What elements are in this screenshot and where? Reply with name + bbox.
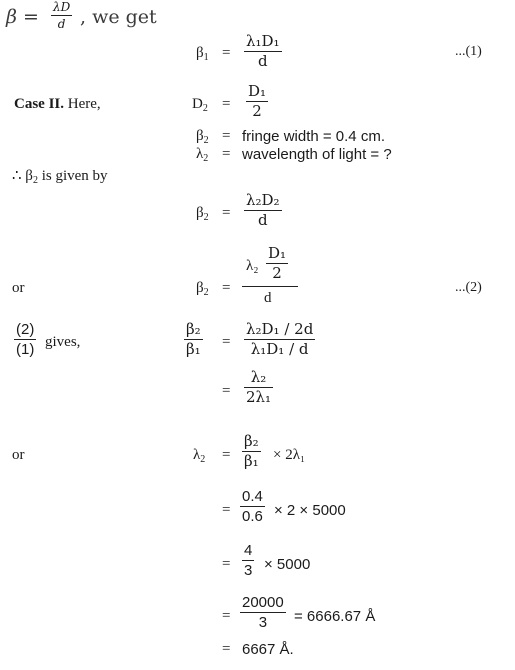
step4-num: 20000 [242,594,284,611]
intro-num: λD [53,0,71,14]
final-equals: = [222,641,231,657]
eq2-equals: = [222,280,231,296]
subscript: 2 [200,454,206,465]
beta2-given-line [12,166,108,186]
d2-den: 2 [252,102,262,120]
ratio-rhs-den: λ₁D₁ / d [250,340,309,358]
ratio-lhs-den: β₁ [186,340,201,358]
beta2-def-text: fringe width = 0.4 cm. [242,128,385,145]
case2-label [14,96,101,113]
lambda2-def-text: wavelength of light = ? [242,146,392,163]
eq2-den: d [264,290,272,306]
ratio-equals: = [222,334,231,350]
step2-den: 0.6 [242,508,263,525]
eq1-tag: ...(1) [455,44,482,59]
ratio-rhs2-num: λ₂ [250,368,267,386]
given-text: is given by [37,168,108,184]
lambda-step3-fraction [242,543,254,578]
beta2-def-equals: = [222,128,231,144]
eqb2-num: λ₂D₂ [246,191,280,209]
d2-equals: = [222,96,231,112]
subscript: 2 [32,175,38,186]
ratio-label-num: (2) [16,321,35,338]
eqb2-fraction [244,193,282,228]
case2-bold: Case II. [14,96,65,112]
eqb2-equals: = [222,205,231,221]
lambda-step1-fraction [242,434,261,469]
beta-symbol: β [196,205,204,221]
step3-tail: × 5000 [264,556,311,573]
d-symbol: D [192,96,203,112]
fraction-bar [242,286,298,287]
beta-symbol: β [25,168,33,184]
eqb2-den: d [257,211,268,229]
lambda-symbol: λ [193,447,201,463]
eq2-inner-den: 2 [272,264,282,282]
fraction-bar [242,560,254,561]
eq1-num: λ₁D₁ [246,32,280,50]
intro-den: d [57,17,66,31]
therefore-symbol: ∴ [12,168,22,184]
subscript: 2 [203,212,209,223]
ratio-rhs-fraction [244,322,315,357]
eq2-lambda: λ₂ [246,258,259,274]
lambda-symbol: λ [196,146,204,162]
lambda2-equals: = [222,447,231,463]
lambda-step4-fraction [240,595,286,630]
step4-tail: = 6666.67 Å [294,608,376,625]
lambda2-lhs [193,447,205,465]
ratio-equals-b: = [222,383,231,399]
fraction-bar [14,339,36,340]
step2-tail: × 2 × 5000 [274,502,346,519]
intro-fraction [51,1,72,30]
intro-line [6,6,39,28]
ratio-rhs2-den: 2λ₁ [246,388,272,406]
eq2-inner-fraction [266,246,288,281]
step2-num: 0.4 [242,488,263,505]
fraction-bar [240,612,286,613]
eq2-inner-num: D₁ [268,244,287,262]
fraction-bar [51,15,72,16]
ratio-lhs-num: β₂ [186,320,201,338]
d2-fraction [246,84,268,119]
step3-den: 3 [244,562,253,579]
beta2-def-lhs [196,128,209,146]
ratio-rhs-num: λ₂D₁ / 2d [246,320,314,338]
step3-num: 4 [244,542,253,559]
ratio-gives: gives, [45,334,81,350]
step3-equals: = [222,556,231,572]
subscript: 2 [203,135,209,146]
step2-equals: = [222,502,231,518]
beta-symbol: β [196,128,204,144]
or-label-2: or [12,447,25,463]
intro-tail: , we get [80,6,157,28]
case2-rest: Here, [64,96,101,112]
eq2-lhs [196,280,209,298]
ratio-label-den: (1) [16,341,35,358]
beta-symbol: β [196,280,204,296]
step1-tail: × 2λ₁ [273,447,306,463]
step1-num: β₂ [244,432,259,450]
lambda-step2-fraction [240,489,265,524]
subscript: 1 [203,52,209,63]
subscript: 2 [203,287,209,298]
ratio-lhs-fraction [184,322,203,357]
step1-den: β₁ [244,452,259,470]
ratio-rhs2-fraction [244,370,273,405]
eq1-den: d [257,52,268,70]
subscript: 2 [202,103,208,114]
eq2-tag: ...(2) [455,280,482,295]
eq1-lhs [196,45,209,63]
beta-equals: β = [6,6,39,28]
fraction-bar [240,506,265,507]
step4-den: 3 [258,614,268,631]
lambda2-def-lhs [196,146,208,164]
beta-symbol: β [196,45,204,61]
subscript: 2 [203,153,209,164]
eq1-equals: = [222,45,231,61]
eq1-fraction [244,34,282,69]
ratio-label-fraction [14,322,36,357]
lambda2-def-equals: = [222,146,231,162]
d2-lhs [192,96,208,114]
eqb2-lhs [196,205,209,223]
step4-equals: = [222,608,231,624]
d2-num: D₁ [248,82,267,100]
or-label-1: or [12,280,25,296]
final-value: 6667 Å. [242,641,294,658]
